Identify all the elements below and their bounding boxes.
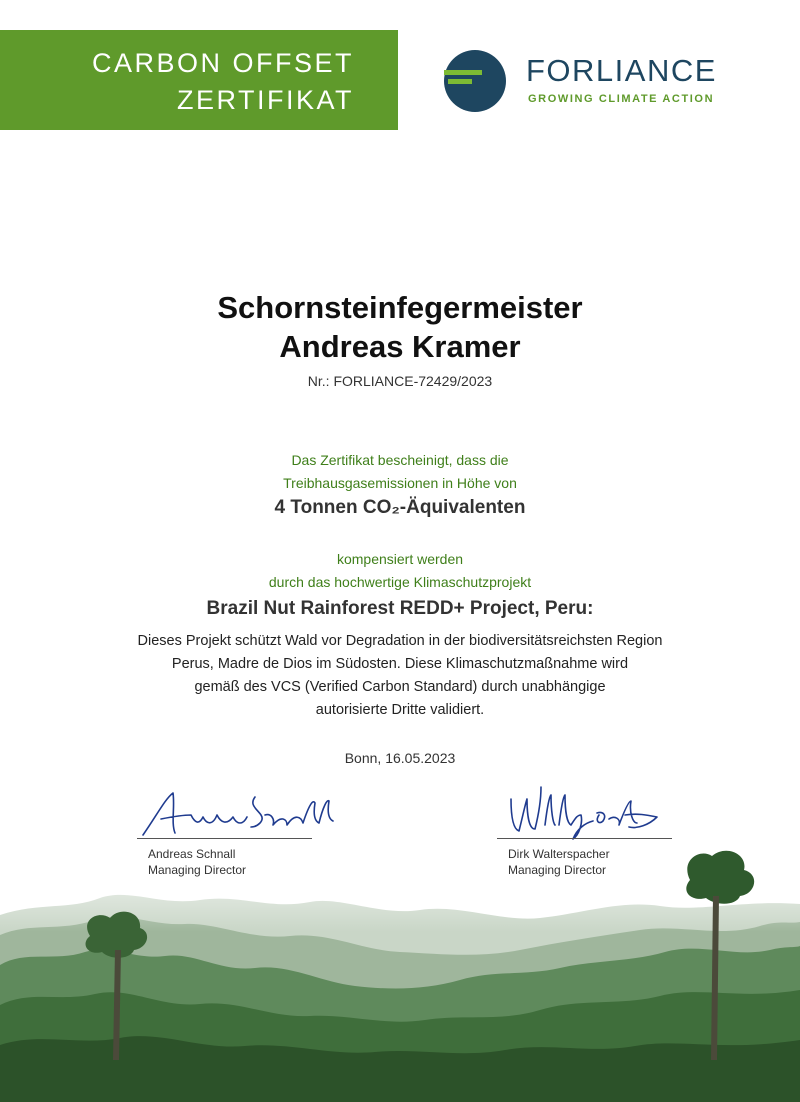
signature-line-right (497, 838, 672, 839)
certificate-banner (0, 30, 398, 130)
forliance-logo-icon (444, 50, 506, 112)
statement-intro-line-2: Treibhausgasemissionen in Höhe von (283, 475, 517, 491)
banner-title-line-2: ZERTIFIKAT (176, 85, 354, 115)
project-description-line: Dieses Projekt schützt Wald vor Degradation in der biodiversitätsreichsten Region (137, 633, 663, 649)
statement-compensated (0, 548, 800, 594)
recipient-person: Andreas Kramer (279, 329, 521, 364)
logo-tagline: GROWING CLIMATE ACTION (528, 93, 715, 105)
offset-amount: 4 Tonnen CO₂-Äquivalenten (274, 497, 526, 518)
signatory-name: Dirk Walterspacher (508, 847, 610, 861)
signature-andreas-schnall (137, 785, 337, 840)
rainforest-image (0, 840, 800, 1102)
project-description (0, 630, 800, 722)
forliance-logo (444, 48, 734, 112)
recipient-title: Schornsteinfegermeister (217, 290, 583, 325)
project-description-line: autorisierte Dritte validiert. (315, 702, 485, 718)
signature-dirk-walterspacher (497, 785, 672, 840)
signature-block-right (497, 785, 672, 880)
signatory-role: Managing Director (148, 863, 247, 877)
statement-compensated-line-1: kompensiert werden (336, 551, 464, 567)
signature-line-left (137, 838, 312, 839)
statement-intro-line-1: Das Zertifikat bescheinigt, dass die (291, 452, 509, 468)
place-date: Bonn, 16.05.2023 (344, 750, 456, 766)
banner-title-line-1: CARBON OFFSET (91, 48, 354, 78)
project-title: Brazil Nut Rainforest REDD+ Project, Peru: (206, 598, 594, 619)
certificate-number: Nr.: FORLIANCE-72429/2023 (307, 373, 493, 389)
recipient-name (0, 288, 800, 366)
project-description-line: gemäß des VCS (Verified Carbon Standard) durch unabhängige (194, 679, 606, 695)
signatory-role: Managing Director (508, 863, 607, 877)
signature-block-left (137, 785, 337, 880)
signatory-name: Andreas Schnall (148, 847, 236, 861)
logo-wordmark: FORLIANCE (526, 53, 717, 88)
statement-compensated-line-2: durch das hochwertige Klimaschutzprojekt (268, 574, 532, 590)
project-description-line: Perus, Madre de Dios im Südosten. Diese Klimaschutzmaßnahme wird (171, 656, 629, 672)
statement-intro (0, 449, 800, 495)
